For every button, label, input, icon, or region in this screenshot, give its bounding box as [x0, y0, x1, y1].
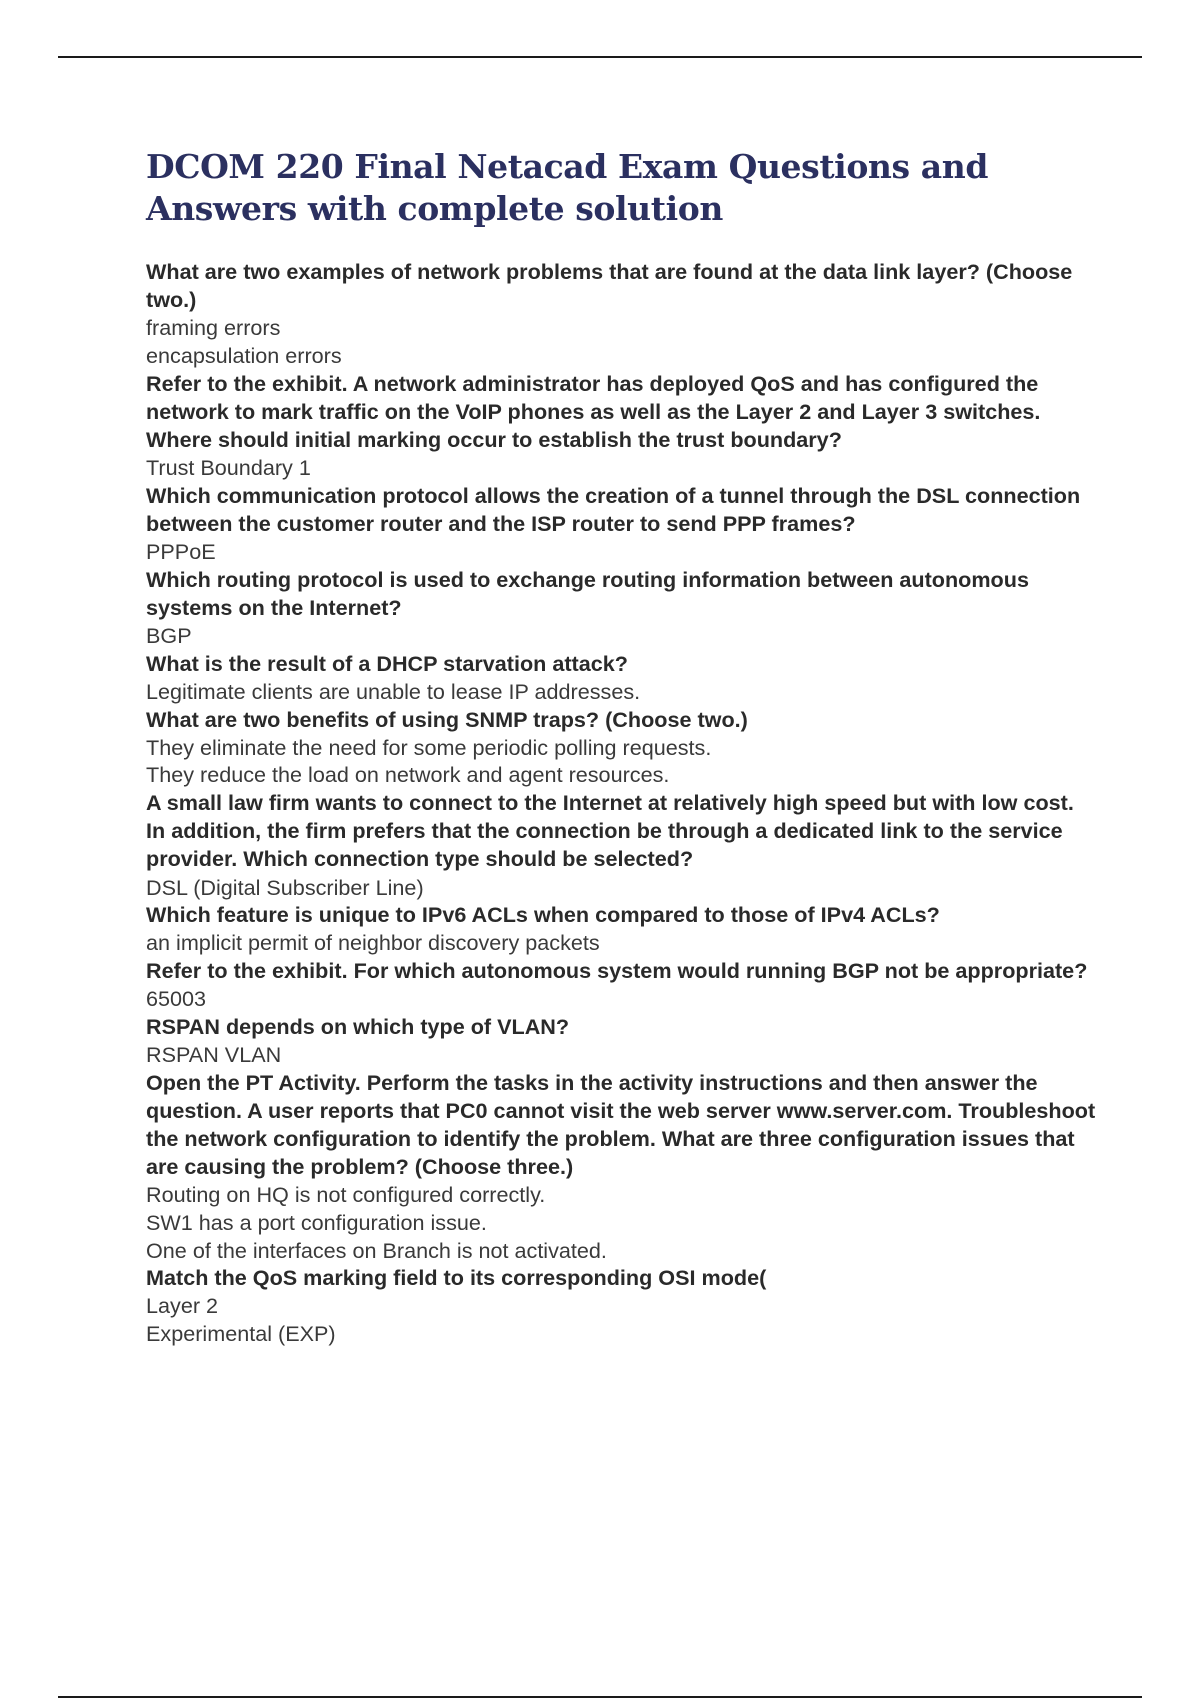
- answer-text: 65003: [146, 986, 207, 1012]
- question-text: What are two benefits of using SNMP traps? (Choose two.): [146, 706, 748, 732]
- bottom-rule: [58, 1696, 1142, 1698]
- question-text: Refer to the exhibit. A network administrator has deployed QoS and has configured the network to mark traffic on the VoIP phones as well as the Layer 2 and Layer 3 switches. Where should initial marking occur to establish the trust boundary?: [146, 370, 1041, 452]
- answer-text: BGP: [146, 623, 192, 649]
- answer-text: Trust Boundary 1: [146, 455, 311, 481]
- answer-text: They eliminate the need for some periodic polling requests.: [146, 734, 712, 760]
- answer-text: Legitimate clients are unable to lease IP addresses.: [146, 679, 641, 704]
- answer-text: Routing on HQ is not configured correctly.: [146, 1182, 546, 1208]
- question-text: Which feature is unique to IPv6 ACLs when compared to those of IPv4 ACLs?: [146, 902, 940, 928]
- top-rule: [58, 56, 1142, 58]
- answer-text: Experimental (EXP): [146, 1320, 336, 1346]
- answer-text: framing errors: [146, 315, 281, 341]
- question-text: Which communication protocol allows the creation of a tunnel through the DSL connection between the customer router and the ISP router to send PPP frames?: [146, 482, 1081, 536]
- answer-text: an implicit permit of neighbor discovery packets: [146, 930, 600, 956]
- answer-text: DSL (Digital Subscriber Line): [146, 874, 424, 900]
- answer-text: encapsulation errors: [146, 343, 342, 368]
- answer-text: One of the interfaces on Branch is not activated.: [146, 1237, 607, 1263]
- question-text: Which routing protocol is used to exchange routing information between autonomous systems on the Internet?: [146, 566, 1029, 620]
- question-text: Match the QoS marking field to its corresponding OSI mode(: [146, 1265, 767, 1291]
- answer-text: RSPAN VLAN: [146, 1041, 282, 1067]
- document-title: DCOM 220 Final Netacad Exam Questions and Answers with complete solution: [146, 147, 989, 228]
- answer-text: Layer 2: [146, 1293, 219, 1319]
- answer-text: PPPoE: [146, 539, 216, 565]
- qa-list: [146, 258, 1096, 1348]
- question-text: Open the PT Activity. Perform the tasks in the activity instructions and then answer the question. A user reports that PC0 cannot visit the web server www.server.com. Troubleshoot the network configuration to identify the problem. What are three configuration issues that are causing the problem? (Choose three.): [146, 1069, 1096, 1180]
- answer-text: They reduce the load on network and agent resources.: [146, 762, 670, 788]
- question-text: What is the result of a DHCP starvation attack?: [146, 650, 628, 676]
- answer-text: SW1 has a port configuration issue.: [146, 1209, 487, 1235]
- question-text: A small law firm wants to connect to the Internet at relatively high speed but with low cost. In addition, the firm prefers that the connection be through a dedicated link to the service provider. Which connection type should be selected?: [146, 789, 1074, 872]
- question-text: What are two examples of network problems that are found at the data link layer? (Choose two.): [146, 259, 1073, 313]
- question-text: RSPAN depends on which type of VLAN?: [146, 1013, 570, 1039]
- question-text: Refer to the exhibit. For which autonomous system would running BGP not be appropriate?: [146, 957, 1088, 983]
